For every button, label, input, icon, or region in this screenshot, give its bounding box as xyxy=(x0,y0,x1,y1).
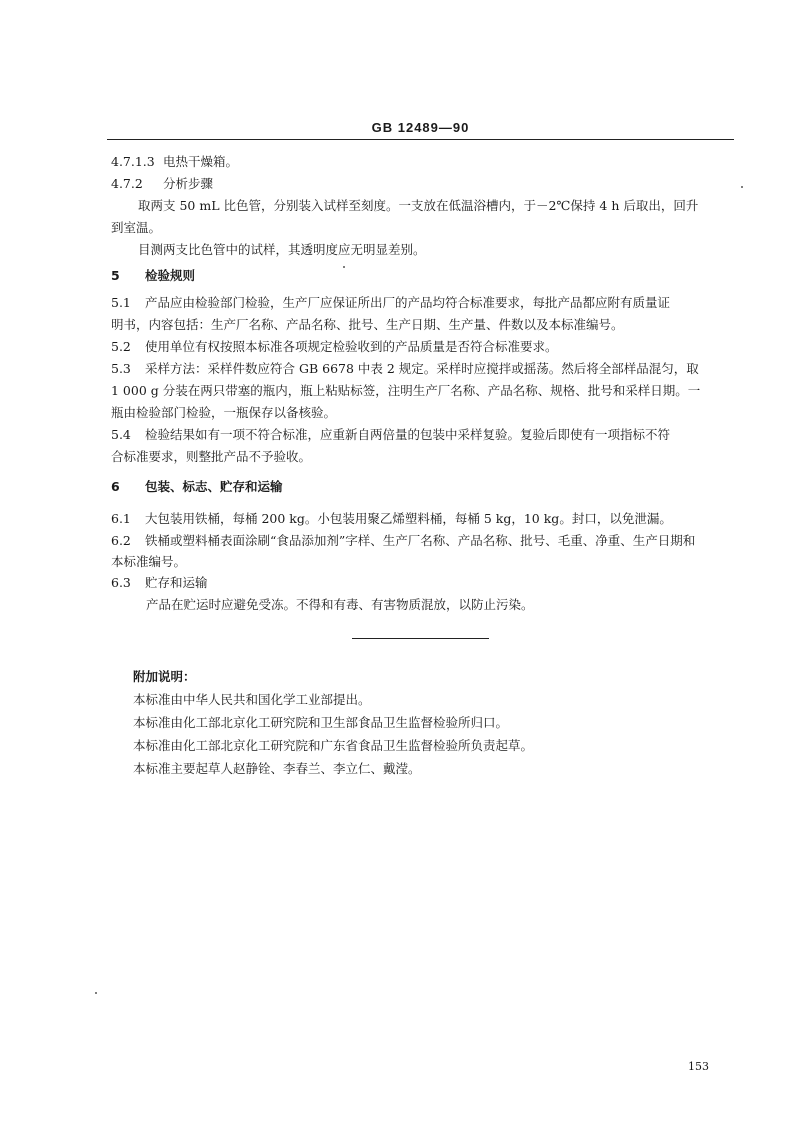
item-text: 检验结果如有一项不符合标准，应重新自两倍量的包装中采样复验。复验后即使有一项指标不符 xyxy=(145,427,671,442)
item-6-3 xyxy=(111,574,208,592)
step-paragraph-line: 取两支 50 mL 比色管，分别装入试样至刻度。一支放在低温浴槽内，于－2℃保持 4 h 后取出，回升 xyxy=(138,198,699,213)
item-text: 贮存和运输 xyxy=(145,575,208,590)
item-5-2 xyxy=(111,338,558,356)
item-number: 5.3 xyxy=(111,361,131,376)
section-title: 检验规则 xyxy=(145,268,196,283)
step-paragraph-line: 到室温。 xyxy=(111,220,162,235)
item-5-1-line: 明书，内容包括：生产厂名称、产品名称、批号、生产日期、生产量、件数以及本标准编号。 xyxy=(111,317,624,332)
notes-line: 本标准由中华人民共和国化学工业部提出。 xyxy=(133,692,371,707)
item-5-3-line: 1 000 g 分装在两只带塞的瓶内，瓶上粘贴标签，注明生产厂名称、产品名称、规格、批号和采样日期。一 xyxy=(111,383,701,398)
section-6-heading xyxy=(111,478,283,496)
item-5-1-line xyxy=(111,294,670,312)
header-rule xyxy=(107,139,734,140)
item-4-7-2 xyxy=(111,175,213,193)
notes-line: 本标准主要起草人赵静铨、李春兰、李立仁、戴滢。 xyxy=(133,761,421,776)
item-5-3-line: 瓶由检验部门检验，一瓶保存以备核验。 xyxy=(111,405,337,420)
section-number: 6 xyxy=(111,479,120,494)
item-text: 铁桶或塑料桶表面涂刷“食品添加剂”字样、生产厂名称、产品名称、批号、毛重、净重、生产日期和 xyxy=(145,533,696,548)
item-text: 产品应由检验部门检验，生产厂应保证所出厂的产品均符合标准要求，每批产品都应附有质量证 xyxy=(145,295,671,310)
item-text: 采样方法：采样件数应符合 GB 6678 中表 2 规定。采样时应搅拌或摇荡。然后将全部样品混匀，取 xyxy=(145,361,699,376)
item-number: 4.7.1.3 xyxy=(111,154,155,169)
section-5-heading xyxy=(111,267,195,285)
item-number: 6.2 xyxy=(111,533,131,548)
item-4-7-1-3 xyxy=(111,153,238,171)
notes-title: 附加说明： xyxy=(133,669,196,684)
notes-line: 本标准由化工部北京化工研究院和卫生部食品卫生监督检验所归口。 xyxy=(133,715,509,730)
item-number: 5.1 xyxy=(111,295,131,310)
section-number: 5 xyxy=(111,268,120,283)
notes-line: 本标准由化工部北京化工研究院和广东省食品卫生监督检验所负责起草。 xyxy=(133,738,534,753)
page-number: 153 xyxy=(688,1060,709,1073)
step-paragraph: 目测两支比色管中的试样，其透明度应无明显差别。 xyxy=(138,242,426,257)
item-5-3-line xyxy=(111,360,699,378)
item-text: 使用单位有权按照本标准各项规定检验收到的产品质量是否符合标准要求。 xyxy=(145,339,558,354)
scan-speck xyxy=(343,266,345,268)
scan-speck xyxy=(95,992,97,994)
item-6-2-line: 本标准编号。 xyxy=(111,554,187,569)
item-number: 4.7.2 xyxy=(111,176,143,191)
item-6-3-text: 产品在贮运时应避免受冻。不得和有毒、有害物质混放，以防止污染。 xyxy=(146,597,534,612)
item-text: 分析步骤 xyxy=(163,176,214,191)
item-number: 5.4 xyxy=(111,427,131,442)
item-number: 6.1 xyxy=(111,511,131,526)
scan-speck xyxy=(741,186,743,188)
item-number: 6.3 xyxy=(111,575,131,590)
item-5-4-line xyxy=(111,426,670,444)
separator-rule xyxy=(352,638,489,639)
item-6-1 xyxy=(111,510,672,528)
standard-code-header: GB 12489—90 xyxy=(371,120,470,135)
item-text: 大包装用铁桶，每桶 200 kg。小包装用聚乙烯塑料桶，每桶 5 kg，10 kg。封口，以免泄漏。 xyxy=(145,511,672,526)
item-number: 5.2 xyxy=(111,339,131,354)
section-title: 包装、标志、贮存和运输 xyxy=(145,479,283,494)
item-text: 电热干燥箱。 xyxy=(163,154,239,169)
item-5-4-line: 合标准要求，则整批产品不予验收。 xyxy=(111,449,312,464)
item-6-2-line xyxy=(111,532,695,550)
